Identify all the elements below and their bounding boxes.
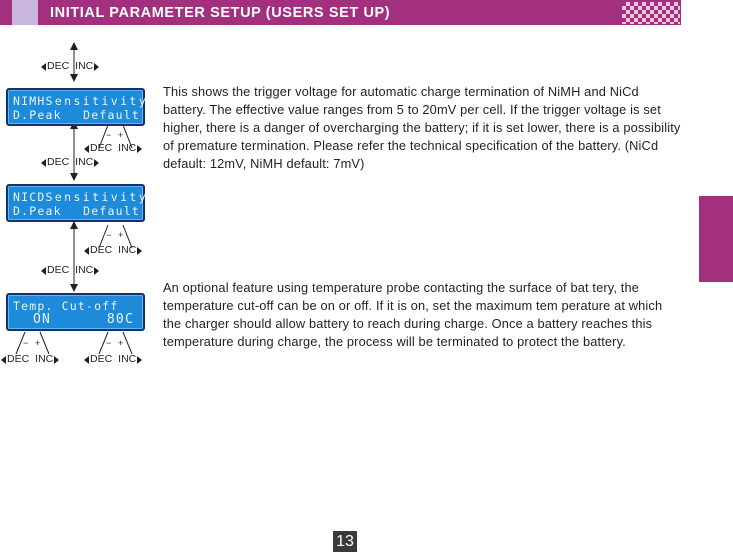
lcd-line2-right: 80C: [106, 312, 134, 327]
inc-label: INC: [118, 142, 137, 154]
inc-label: INC: [75, 60, 94, 72]
dec-inc-control-middle: [41, 156, 99, 169]
dec-label: DEC: [47, 60, 70, 72]
plus-marker: +: [118, 230, 124, 240]
page-number: 13: [333, 531, 357, 552]
lcd-line1-label: NIMH: [13, 94, 46, 108]
lcd-line1-label: NICD: [13, 190, 46, 204]
dec-inc-control-display-2: [84, 244, 142, 257]
page-title: INITIAL PARAMETER SETUP (USERS SET UP): [50, 5, 391, 21]
plus-marker: +: [118, 338, 124, 348]
minus-marker: −: [106, 338, 112, 348]
dec-inc-control-display-3-left: [1, 353, 59, 366]
dec-inc-control-display-3-right: [84, 353, 142, 366]
right-arrow-icon: [54, 356, 59, 364]
left-arrow-icon: [84, 145, 89, 153]
minus-marker: −: [23, 338, 29, 348]
left-arrow-icon: [41, 267, 46, 275]
dec-label: DEC: [90, 353, 113, 365]
right-arrow-icon: [94, 159, 99, 167]
lcd-line1-value: Sensitivity: [45, 190, 149, 204]
left-arrow-icon: [1, 356, 6, 364]
dec-inc-control-display-1: [84, 142, 142, 155]
dec-label: DEC: [90, 142, 113, 154]
paragraph-temp-cutoff: An optional feature using temperature probe contacting the surface of bat tery, the temperature cut-off can be on or off. If it is on, set the maximum tem perature at which the charger should allow battery to reach during charge. Once a battery reaches this temperature during charge, the process will be terminated to protect the battery.: [163, 280, 663, 349]
dec-inc-control-top: [41, 60, 99, 73]
lcd-line2-left: ON: [33, 312, 52, 327]
minus-marker: −: [106, 130, 112, 140]
left-arrow-icon: [84, 356, 89, 364]
inc-label: INC: [35, 353, 54, 365]
right-arrow-icon: [94, 267, 99, 275]
lcd-line1-value: Sensitivity: [45, 94, 149, 108]
plus-marker: +: [35, 338, 41, 348]
lcd-line2-right: Default: [83, 204, 140, 218]
inc-label: INC: [118, 244, 137, 256]
dec-inc-control-lower: [41, 264, 99, 277]
lcd-line1-value: Cut-off: [61, 299, 119, 313]
inc-label: INC: [75, 156, 94, 168]
lcd-display-nimh-sensitivity: [6, 88, 149, 126]
right-arrow-icon: [137, 247, 142, 255]
inc-label: INC: [118, 353, 137, 365]
minus-marker: −: [106, 230, 112, 240]
right-arrow-icon: [137, 356, 142, 364]
right-arrow-icon: [94, 63, 99, 71]
dec-label: DEC: [90, 244, 113, 256]
lcd-line2-left: D.Peak: [13, 204, 62, 218]
lcd-display-temp-cutoff: [6, 293, 145, 331]
left-arrow-icon: [41, 159, 46, 167]
dec-label: DEC: [47, 156, 70, 168]
paragraph-sensitivity: This shows the trigger voltage for automatic charge termination of NiMH and NiCd battery. The effective value ranges from 5 to 20mV per cell. If the trigger voltage is set higher, there is a danger of overcharging the battery; if it is set lower, there is a possibility of premature termination. Please refer the technical specification of the battery. (NiCd default: 12mV, NiMH default: 7mV): [163, 84, 681, 171]
left-arrow-icon: [84, 247, 89, 255]
inc-label: INC: [75, 264, 94, 276]
right-arrow-icon: [137, 145, 142, 153]
lcd-line2-left: D.Peak: [13, 108, 62, 122]
left-arrow-icon: [41, 63, 46, 71]
lcd-line2-right: Default: [83, 108, 140, 122]
lcd-display-nicd-sensitivity: [6, 184, 149, 222]
dec-label: DEC: [47, 264, 70, 276]
plus-marker: +: [118, 130, 124, 140]
dec-label: DEC: [7, 353, 30, 365]
lcd-line1-label: Temp.: [13, 299, 54, 313]
